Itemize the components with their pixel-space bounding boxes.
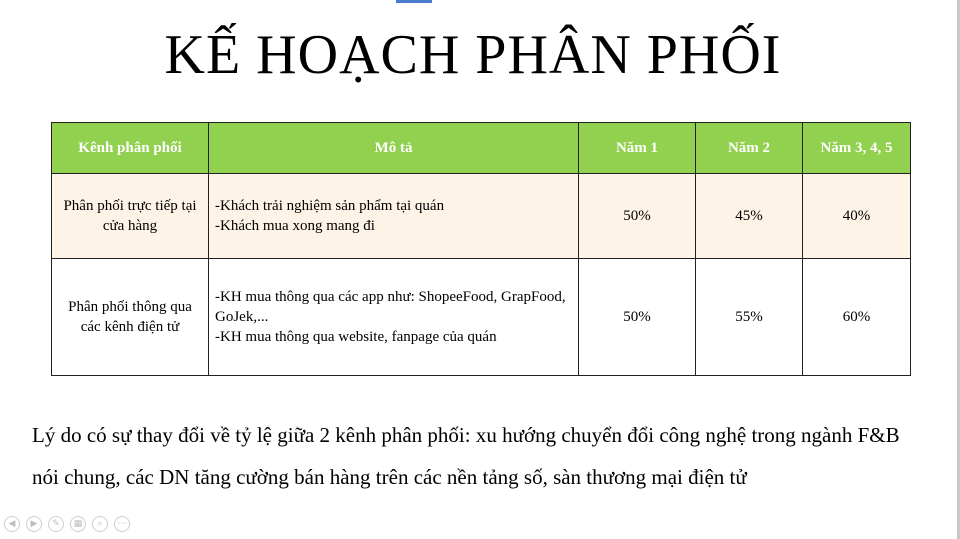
table-header-row	[52, 123, 911, 174]
slides-icon[interactable]: ▦	[70, 516, 86, 532]
header-year1: Năm 1	[579, 123, 696, 174]
description-line: -Khách mua xong mang đi	[215, 218, 375, 234]
distribution-table	[51, 122, 911, 376]
table-row	[52, 259, 911, 376]
presentation-controls	[4, 516, 130, 532]
description-line: -Khách trải nghiệm sản phẩm tại quán	[215, 198, 445, 214]
channel-cell: Phân phối thông qua các kênh điện tử	[52, 259, 209, 376]
top-accent-bar	[396, 0, 432, 3]
next-icon[interactable]: ▶	[26, 516, 42, 532]
year345-cell: 40%	[803, 174, 911, 259]
channel-cell: Phân phối trực tiếp tại cửa hàng	[52, 174, 209, 259]
header-channel: Kênh phân phối	[52, 123, 209, 174]
prev-icon[interactable]: ◀	[4, 516, 20, 532]
header-year345: Năm 3, 4, 5	[803, 123, 911, 174]
year345-cell: 60%	[803, 259, 911, 376]
more-icon[interactable]: ⋯	[114, 516, 130, 532]
description-line: -KH mua thông qua các app như: ShopeeFood, GrapFood, GoJek,...	[215, 289, 566, 325]
header-year2: Năm 2	[696, 123, 803, 174]
zoom-icon[interactable]: ⌕	[92, 516, 108, 532]
description-cell	[209, 174, 579, 259]
header-description: Mô tả	[209, 123, 579, 174]
year2-cell: 55%	[696, 259, 803, 376]
slide-title: KẾ HOẠCH PHÂN PHỐI	[164, 24, 782, 86]
description-cell	[209, 259, 579, 376]
year2-cell: 45%	[696, 174, 803, 259]
table-row	[52, 174, 911, 259]
year1-cell: 50%	[579, 174, 696, 259]
description-line: -KH mua thông qua website, fanpage của quán	[215, 329, 497, 345]
year1-cell: 50%	[579, 259, 696, 376]
reason-note: Lý do có sự thay đổi về tỷ lệ giữa 2 kênh phân phối: xu hướng chuyển đổi công nghệ trong ngành F&B nói chung, các DN tăng cường bán hàng trên các nền tảng số, sàn thương mại điện tử	[32, 423, 900, 489]
pen-icon[interactable]: ✎	[48, 516, 64, 532]
